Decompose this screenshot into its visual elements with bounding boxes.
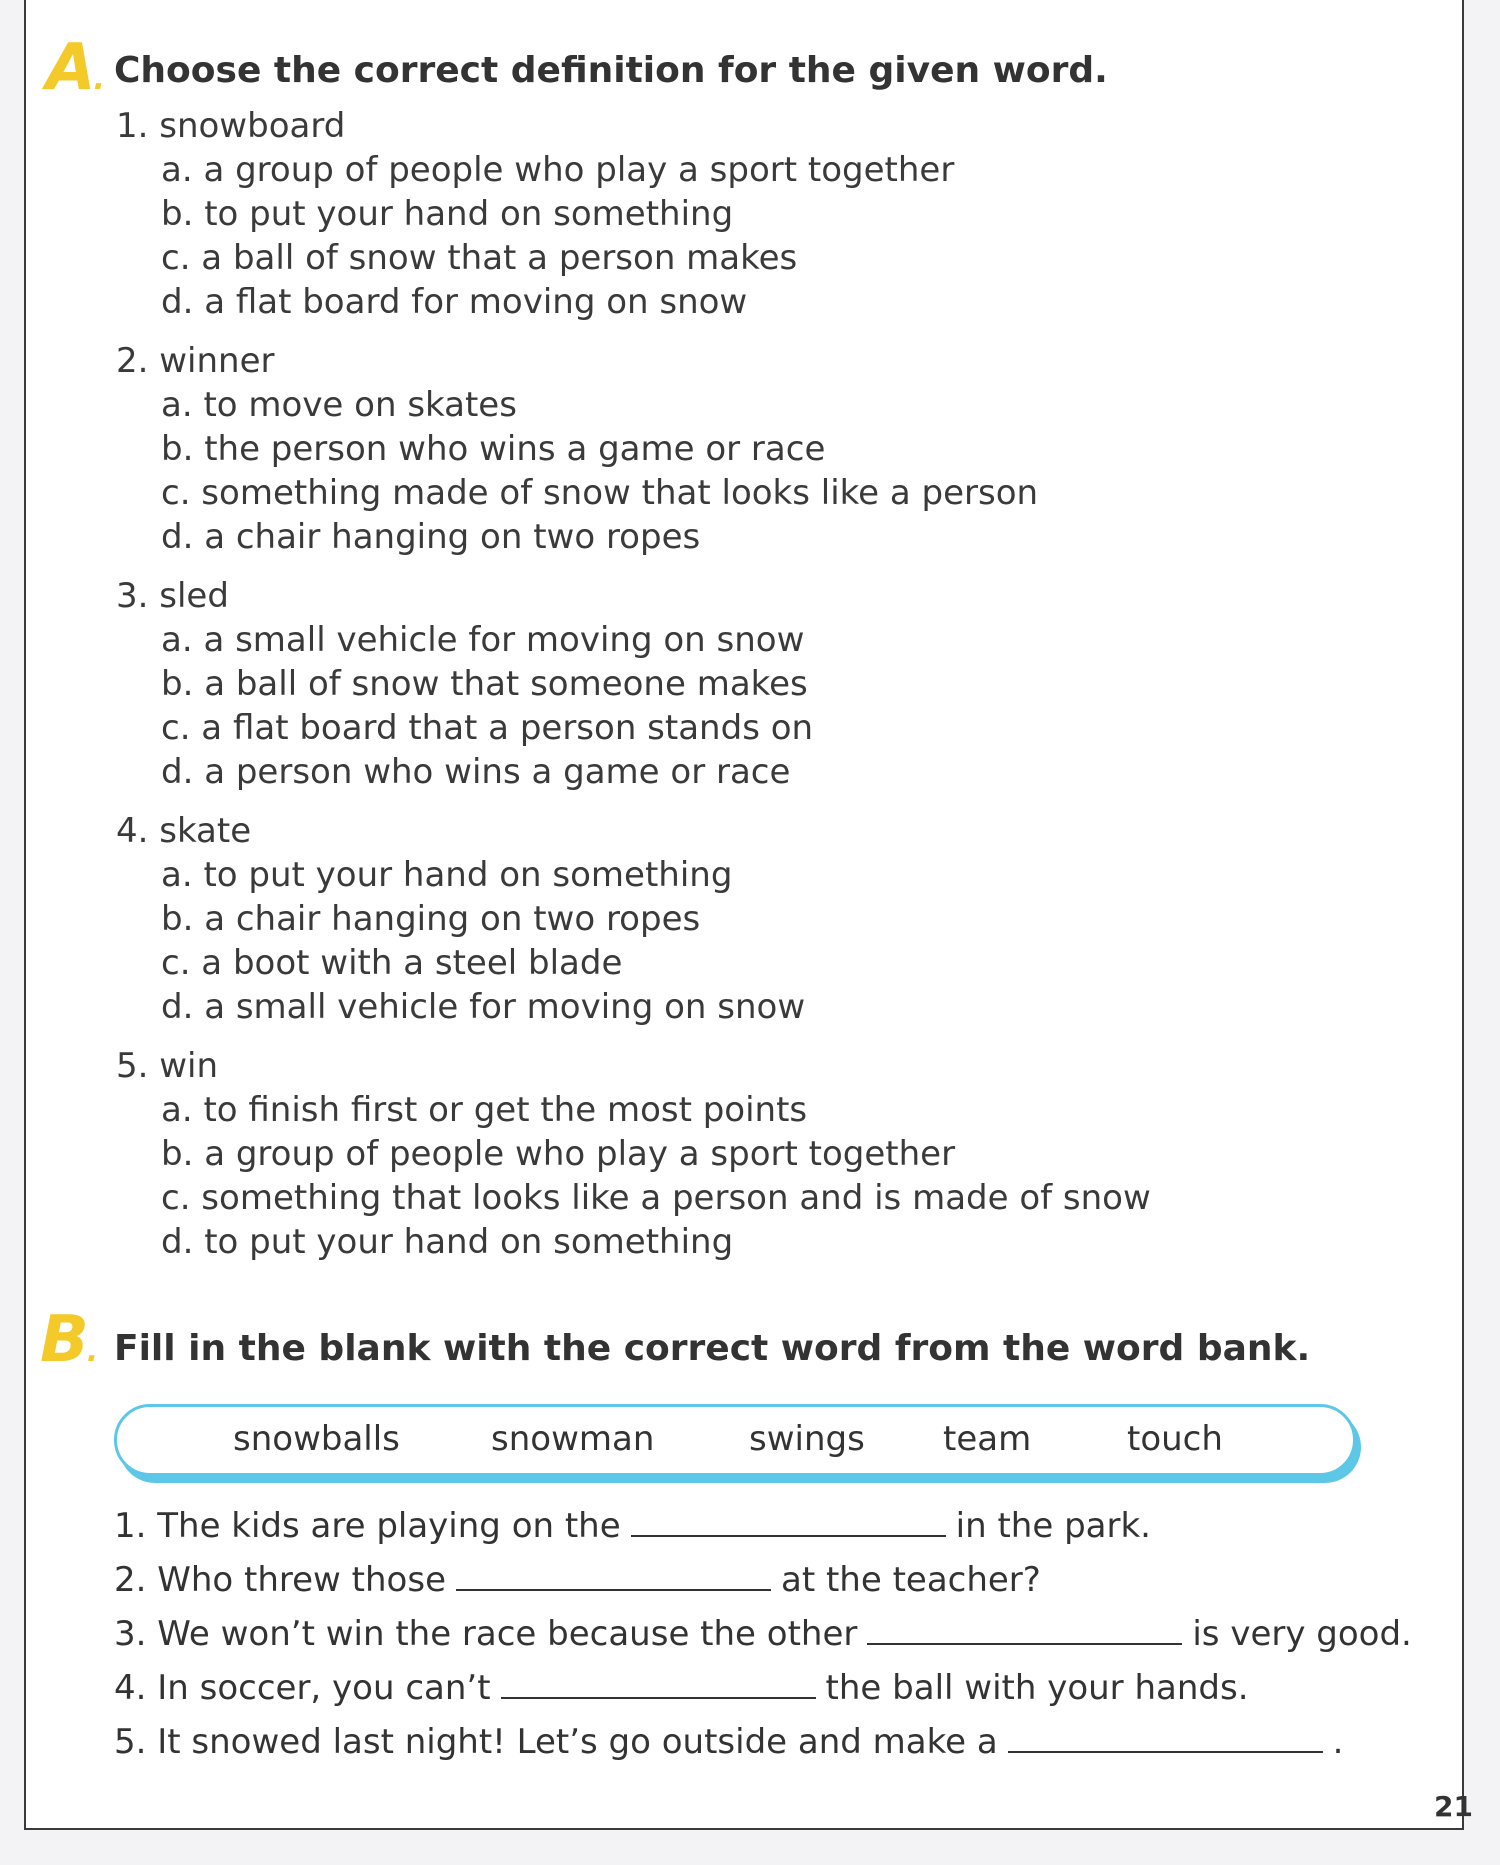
question-word: 4. skate — [116, 811, 252, 851]
question-5 — [116, 1044, 1151, 1264]
section-a-letter — [46, 31, 103, 105]
word-bank-item: snowman — [491, 1419, 655, 1459]
sentence-before: 5. It snowed last night! Let’s go outside and make a — [114, 1722, 998, 1762]
section-b-instruction: Fill in the blank with the correct word from the word bank. — [114, 1328, 1311, 1369]
option-b: b. a group of people who play a sport together — [161, 1134, 956, 1174]
sentence-after: is very good. — [1192, 1614, 1412, 1654]
section-b-dot: . — [86, 1334, 97, 1369]
page-number: 21 — [1434, 1790, 1473, 1823]
sentence-after: in the park. — [955, 1506, 1151, 1546]
option-c: c. something made of snow that looks like a person — [161, 473, 1039, 513]
worksheet-page — [24, 0, 1473, 1830]
option-b: b. the person who wins a game or race — [161, 429, 826, 469]
section-b-letter-text: B — [40, 1303, 87, 1377]
sentence-after: at the teacher? — [780, 1560, 1041, 1600]
option-a: a. a small vehicle for moving on snow — [161, 620, 805, 660]
sentence-before: 1. The kids are playing on the — [114, 1506, 621, 1546]
question-word: 1. snowboard — [116, 106, 346, 146]
option-c: c. a boot with a steel blade — [161, 943, 623, 983]
word-bank-item: swings — [749, 1419, 865, 1459]
option-a: a. to finish first or get the most points — [161, 1090, 808, 1130]
option-d: d. to put your hand on something — [161, 1222, 734, 1262]
option-c: c. a flat board that a person stands on — [161, 708, 814, 748]
sentence-before: 4. In soccer, you can’t — [114, 1668, 491, 1708]
option-d: d. a chair hanging on two ropes — [161, 517, 701, 557]
sentence-after: . — [1332, 1722, 1344, 1762]
sentence-before: 2. Who threw those — [114, 1560, 446, 1600]
answer-blank[interactable] — [867, 1613, 1182, 1645]
sentence-before: 3. We won’t win the race because the other — [114, 1614, 858, 1654]
question-word: 5. win — [116, 1046, 219, 1086]
section-a-instruction: Choose the correct definition for the given word. — [114, 50, 1108, 91]
sentence-1 — [114, 1504, 1412, 1558]
option-b: b. a ball of snow that someone makes — [161, 664, 808, 704]
answer-blank[interactable] — [631, 1505, 946, 1537]
question-1 — [116, 104, 1151, 324]
section-a-questions — [116, 104, 1151, 1279]
question-3 — [116, 574, 1151, 794]
option-b: b. to put your hand on something — [161, 194, 734, 234]
word-bank-item: touch — [1127, 1419, 1223, 1459]
answer-blank[interactable] — [1008, 1721, 1323, 1753]
answer-blank[interactable] — [456, 1559, 771, 1591]
sentence-4 — [114, 1666, 1412, 1720]
answer-blank[interactable] — [501, 1667, 816, 1699]
question-4 — [116, 809, 1151, 1029]
fill-in-sentences — [114, 1504, 1412, 1774]
sentence-3 — [114, 1612, 1412, 1666]
option-a: a. a group of people who play a sport together — [161, 150, 955, 190]
question-2 — [116, 339, 1151, 559]
section-b-letter — [40, 1303, 97, 1377]
option-d: d. a small vehicle for moving on snow — [161, 987, 806, 1027]
section-a-letter-text: A — [46, 31, 94, 105]
section-a-dot: . — [93, 62, 103, 97]
word-bank-item: team — [943, 1419, 1032, 1459]
option-a: a. to move on skates — [161, 385, 517, 425]
option-c: c. a ball of snow that a person makes — [161, 238, 798, 278]
word-bank — [114, 1404, 1356, 1476]
sentence-2 — [114, 1558, 1412, 1612]
sentence-5 — [114, 1720, 1412, 1774]
word-bank-item: snowballs — [233, 1419, 400, 1459]
option-a: a. to put your hand on something — [161, 855, 733, 895]
option-d: d. a person who wins a game or race — [161, 752, 791, 792]
question-word: 3. sled — [116, 576, 229, 616]
option-d: d. a flat board for moving on snow — [161, 282, 748, 322]
option-c: c. something that looks like a person and is made of snow — [161, 1178, 1151, 1218]
question-word: 2. winner — [116, 341, 275, 381]
sentence-after: the ball with your hands. — [825, 1668, 1249, 1708]
option-b: b. a chair hanging on two ropes — [161, 899, 701, 939]
